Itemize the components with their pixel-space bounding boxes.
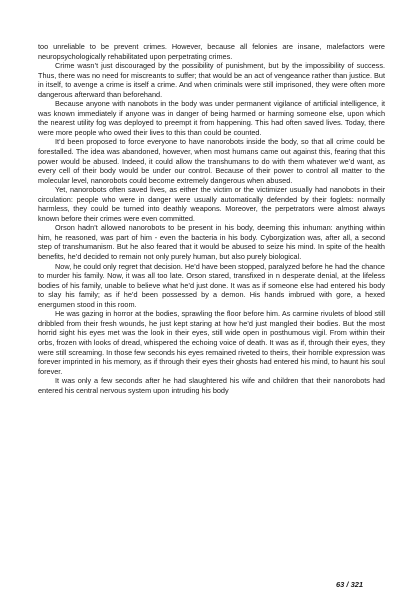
page-number: 63 / 321 [336, 580, 364, 589]
paragraph-aftermath: It was only a few seconds after he had slaughtered his wife and children that their nanorobots had entered his central nervous system upon intruding his body [38, 376, 385, 395]
body-text [38, 42, 385, 395]
paragraph-crime-discouraged: Crime wasn’t just discouraged by the possibility of punishment, but by the impossibility of success. Thus, there was no need for miscreants to suffer; that would be an act of vengeance rather than justice. But in itself, to avenge a crime is itself a crime. And when criminals were still imprisoned, they were often more dangerous afterward than beforehand. [38, 61, 385, 99]
paragraph-gazing-horror: He was gazing in horror at the bodies, sprawling the floor before him. As carmine rivulets of blood still dribbled from their fresh wounds, he just kept staring at how he’d just mangled their bodies. But the most horrid sight his eyes met was the look in their eyes, still wide open in posthumous vigil. From within their orbs, frozen with looks of dread, whispered the echoing voice of death. It was as if, through their eyes, they were still screaming. In those few seconds his eyes remained riveted to theirs, their horrible expression was forever imprinted in his memory, as if through their eyes their ghosts had entered his mind, to haunt his soul forever. [38, 309, 385, 376]
paragraph-saved-lives: Yet, nanorobots often saved lives, as either the victim or the victimizer usually had nanobots in their circulation: people who were in danger were usually automatically defended by their foglets: normally harmless, they could be turned into deathly weapons. Moreover, the perpetrators were almost always known before their crimes were even committed. [38, 185, 385, 223]
paragraph-regret: Now, he could only regret that decision. He’d have been stopped, paralyzed before he had the chance to murder his family. Now, it was all too late. Orson stared, transfixed in n desperate denial, at the lifeless bodies of his family, unable to believe what he’d just done. It was as if someone else had entered his body to slay his family; as if he’d been possessed by a demon. His hands imbrued with gore, a hexed energumen stood in this room. [38, 261, 385, 309]
paragraph-orson-refusal: Orson hadn’t allowed nanorobots to be present in his body, deeming this inhuman: anything within him, he reasoned, was part of him - even the bacteria in his body. Cyborgization was, after all, a second step of transhumanism. But he also feared that it would be abused to seize his mind. In spite of the health benefits, he’d decided to remain not only purely human, but also purely biological. [38, 223, 385, 262]
paragraph-continuation: too unreliable to be prevent crimes. However, because all felonies are insane, malefactors were neuropsychologically rehabilitated upon perpetrating crimes. [38, 42, 385, 61]
paragraph-ai-vigilance: Because anyone with nanobots in the body was under permanent vigilance of artificial intelligence, it was known immediately if anyone was in danger of being harmed or harming someone else, upon which the nearest utility fog was deployed to preempt it from happening. This had often saved lives. Today, there were more people who owed their lives to this than could be counted. [38, 99, 385, 137]
paragraph-forced-nanorobots: It’d been proposed to force everyone to have nanorobots inside the body, so that all crime could be forestalled. The idea was abandoned, however, when most humans came out against this, fearing that this power would be abused. Indeed, it could allow the transhumans to do with them whatever we’d want, as every cell of their body would be under our control. Because of their power to control all matter to the molecular level, nanorobots could become extremely dangerous when abused. [38, 137, 385, 185]
